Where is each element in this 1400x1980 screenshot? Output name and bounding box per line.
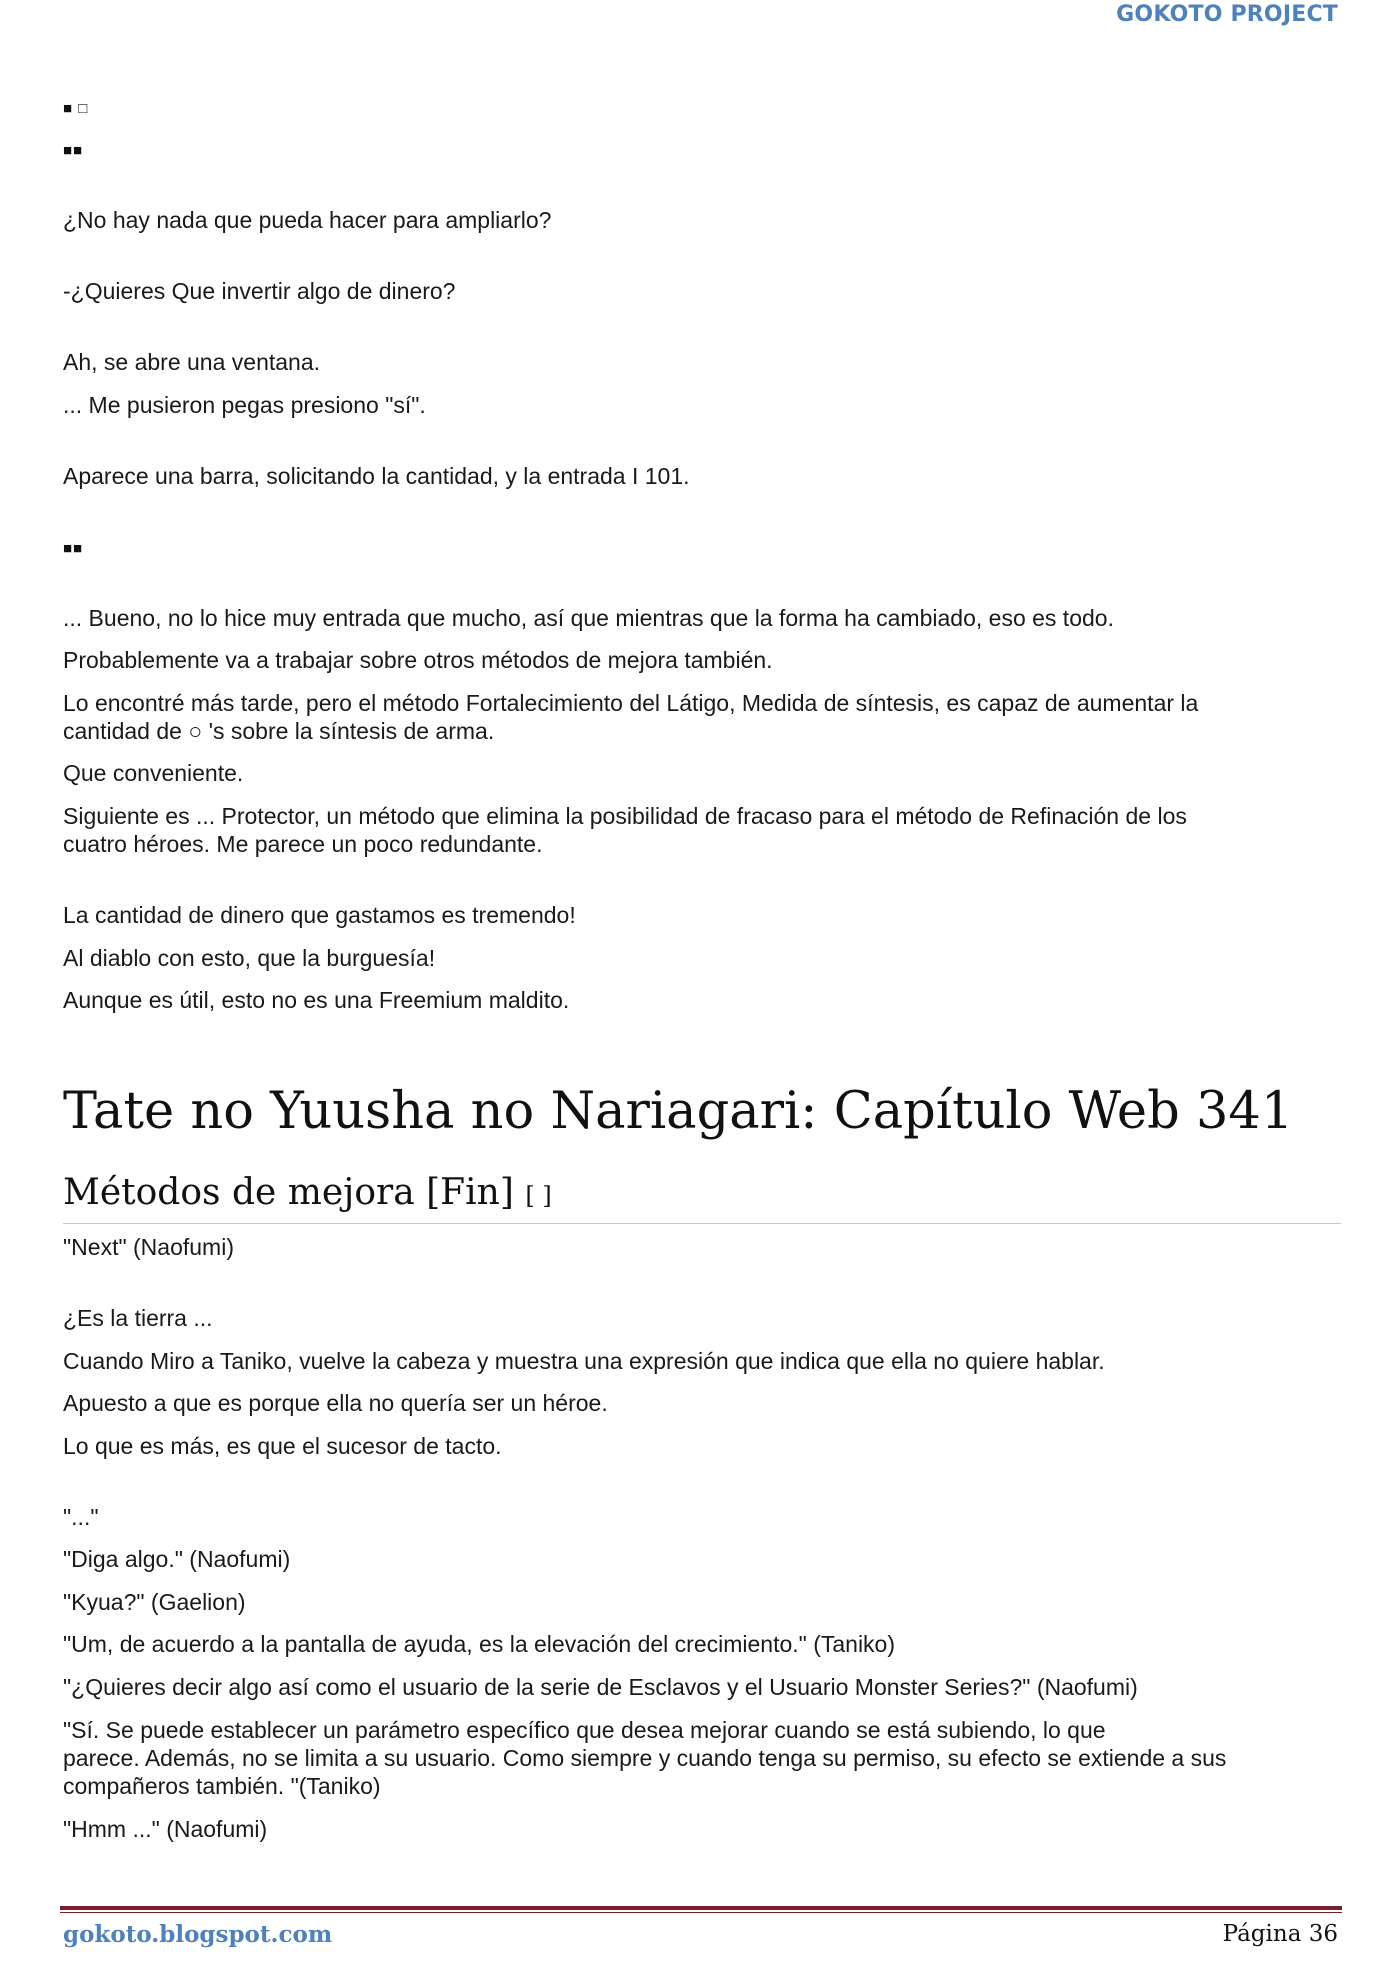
paragraph: Probablemente va a trabajar sobre otros métodos de mejora también. <box>63 647 773 673</box>
paragraph: ... Bueno, no lo hice muy entrada que mucho, así que mientras que la forma ha cambiado, eso es todo. <box>63 605 1114 631</box>
paragraph: ... Me pusieron pegas presiono "sí". <box>63 392 426 418</box>
dialogue-line: parece. Además, no se limita a su usuario. Como siempre y cuando tenga su permiso, su efecto se extiende a sus <box>63 1745 1227 1771</box>
paragraph: La cantidad de dinero que gastamos es tremendo! <box>63 902 576 928</box>
dialogue-line: "Um, de acuerdo a la pantalla de ayuda, es la elevación del crecimiento." (Taniko) <box>63 1631 896 1657</box>
page-number: Página 36 <box>1222 1921 1338 1947</box>
footer-divider-thin <box>60 1912 1342 1913</box>
dialogue-line: "Next" (Naofumi) <box>63 1234 234 1260</box>
paragraph: ¿No hay nada que pueda hacer para ampliarlo? <box>63 207 552 233</box>
paragraph: Al diablo con esto, que la burguesía! <box>63 945 436 971</box>
marker-squares: ■ □ <box>63 100 89 117</box>
marker-squares: ■■ <box>63 540 84 557</box>
marker-squares: ■■ <box>63 142 84 159</box>
footer-divider <box>60 1906 1342 1910</box>
dialogue-line: Apuesto a que es porque ella no quería ser un héroe. <box>63 1390 608 1416</box>
dialogue-line: "Hmm ..." (Naofumi) <box>63 1816 268 1842</box>
paragraph: cuatro héroes. Me parece un poco redundante. <box>63 831 543 857</box>
dialogue-line: Lo que es más, es que el sucesor de tacto. <box>63 1433 502 1459</box>
dialogue-line: "¿Quieres decir algo así como el usuario de la serie de Esclavos y el Usuario Monster Series?" (Naofumi) <box>63 1674 1138 1700</box>
paragraph: Lo encontré más tarde, pero el método Fortalecimiento del Látigo, Medida de síntesis, es capaz de aumentar la <box>63 690 1199 716</box>
dialogue-line: "Diga algo." (Naofumi) <box>63 1546 291 1572</box>
chapter-subtitle <box>63 1170 1341 1219</box>
chapter-title: Tate no Yuusha no Nariagari: Capítulo Web 341 <box>63 1082 1294 1141</box>
dialogue-line: "Sí. Se puede establecer un parámetro específico que desea mejorar cuando se está subiendo, lo que <box>63 1717 1106 1743</box>
dialogue-line: "..." <box>63 1504 99 1530</box>
footer-blog-link[interactable]: gokoto.blogspot.com <box>63 1921 333 1948</box>
paragraph: Que conveniente. <box>63 760 244 786</box>
chapter-subtitle-brackets: [ ] <box>525 1182 552 1210</box>
chapter-subtitle-block <box>63 1170 1341 1224</box>
paragraph: -¿Quieres Que invertir algo de dinero? <box>63 278 456 304</box>
paragraph: Aparece una barra, solicitando la cantidad, y la entrada I 101. <box>63 463 690 489</box>
dialogue-line: ¿Es la tierra ... <box>63 1305 213 1331</box>
paragraph: Aunque es útil, esto no es una Freemium maldito. <box>63 987 570 1013</box>
paragraph: cantidad de ○ 's sobre la síntesis de arma. <box>63 718 495 744</box>
paragraph: Ah, se abre una ventana. <box>63 349 321 375</box>
paragraph: Siguiente es ... Protector, un método que elimina la posibilidad de fracaso para el método de Refinación de los <box>63 803 1187 829</box>
dialogue-line: Cuando Miro a Taniko, vuelve la cabeza y muestra una expresión que indica que ella no quiere hablar. <box>63 1348 1105 1374</box>
dialogue-line: "Kyua?" (Gaelion) <box>63 1589 246 1615</box>
chapter-subtitle-text: Métodos de mejora [Fin] <box>63 1172 514 1213</box>
header-brand: GOKOTO PROJECT <box>1116 2 1338 27</box>
dialogue-line: compañeros también. "(Taniko) <box>63 1773 381 1799</box>
